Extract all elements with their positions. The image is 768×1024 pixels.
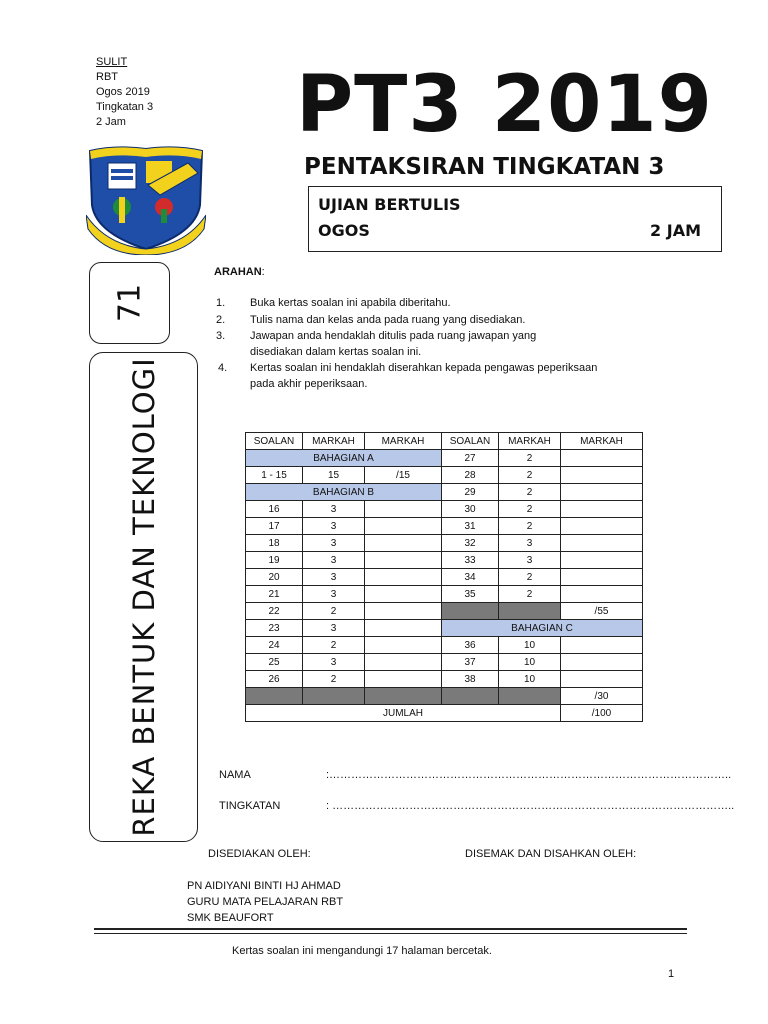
table-cell: 27	[442, 450, 499, 467]
score-cell[interactable]	[365, 552, 442, 569]
section-c-label: BAHAGIAN C	[442, 620, 643, 637]
table-row	[246, 467, 643, 484]
table-cell: 3	[303, 654, 365, 671]
table-cell: 10	[499, 671, 561, 688]
exam-month: OGOS	[318, 221, 370, 240]
table-row	[246, 603, 643, 620]
logo-texts	[90, 240, 91, 241]
table-cell: 16	[246, 501, 303, 518]
page-title: PT3 2019	[296, 60, 713, 150]
instructions-title-text: ARAHAN	[214, 266, 262, 278]
table-cell: 15	[303, 467, 365, 484]
instruction-item	[216, 296, 666, 311]
table-cell: 28	[442, 467, 499, 484]
table-cell: 24	[246, 637, 303, 654]
subtotal-cell: /55	[561, 603, 643, 620]
instruction-text: Tulis nama dan kelas anda pada ruang yang disediakan.	[250, 314, 526, 326]
table-cell: 20	[246, 569, 303, 586]
score-cell[interactable]	[365, 603, 442, 620]
table-cell: 1 - 15	[246, 467, 303, 484]
table-row	[246, 569, 643, 586]
footer-divider	[94, 928, 687, 930]
score-cell[interactable]	[561, 501, 643, 518]
table-cell: 25	[246, 654, 303, 671]
subject-name: REKA BENTUK DAN TEKNOLOGI	[126, 357, 161, 837]
score-cell[interactable]	[561, 654, 643, 671]
score-cell[interactable]	[561, 671, 643, 688]
section-b-label: BAHAGIAN B	[246, 484, 442, 501]
score-cell[interactable]	[561, 450, 643, 467]
table-cell: 2	[303, 603, 365, 620]
class-label: TINGKATAN	[219, 800, 281, 812]
instruction-num: 4.	[218, 362, 228, 374]
score-cell[interactable]	[365, 569, 442, 586]
table-cell: 26	[246, 671, 303, 688]
table-cell: 18	[246, 535, 303, 552]
table-row	[246, 450, 643, 467]
instruction-text: Kertas soalan ini hendaklah diserahkan kepada pengawas peperiksaan	[250, 362, 598, 374]
table-cell: 3	[499, 552, 561, 569]
score-cell[interactable]	[561, 535, 643, 552]
shaded-cell	[365, 688, 442, 705]
table-cell: 3	[303, 501, 365, 518]
total-label: JUMLAH	[246, 705, 561, 722]
table-header-row	[246, 433, 643, 450]
preparer-school: SMK BEAUFORT	[187, 912, 274, 924]
table-cell: 22	[246, 603, 303, 620]
table-cell: 3	[303, 586, 365, 603]
table-cell: 2	[499, 586, 561, 603]
table-cell: 3	[303, 535, 365, 552]
subtotal-cell: /30	[561, 688, 643, 705]
table-cell: 2	[499, 501, 561, 518]
instruction-num: 2.	[216, 314, 226, 326]
table-header: MARKAH	[303, 433, 365, 450]
table-cell: 2	[303, 671, 365, 688]
table-cell: 2	[499, 569, 561, 586]
score-cell[interactable]	[561, 467, 643, 484]
instruction-num: 3.	[216, 330, 226, 342]
table-header: MARKAH	[499, 433, 561, 450]
shaded-cell	[442, 688, 499, 705]
table-row	[246, 688, 643, 705]
table-header: SOALAN	[442, 433, 499, 450]
instruction-item	[216, 313, 666, 328]
table-cell: 2	[499, 467, 561, 484]
table-row	[246, 518, 643, 535]
shaded-cell	[246, 688, 303, 705]
preparer-role: GURU MATA PELAJARAN RBT	[187, 896, 344, 908]
table-row	[246, 552, 643, 569]
instruction-num: 1.	[216, 297, 226, 309]
instruction-item	[216, 361, 676, 393]
score-cell[interactable]	[365, 535, 442, 552]
header-date: Ogos 2019	[96, 86, 150, 98]
shaded-cell	[442, 603, 499, 620]
logo-school-text	[90, 240, 91, 241]
score-cell[interactable]	[561, 586, 643, 603]
subject-code-box	[89, 262, 170, 344]
table-cell: 23	[246, 620, 303, 637]
name-label: NAMA	[219, 769, 251, 781]
table-cell: 37	[442, 654, 499, 671]
exam-duration: 2 JAM	[650, 221, 701, 240]
table-header: MARKAH	[561, 433, 643, 450]
score-cell[interactable]	[561, 637, 643, 654]
header-form: Tingkatan 3	[96, 101, 154, 113]
score-cell[interactable]	[365, 518, 442, 535]
score-cell[interactable]	[365, 620, 442, 637]
table-row	[246, 620, 643, 637]
instruction-text: pada akhir peperiksaan.	[250, 378, 368, 390]
table-cell: 2	[499, 450, 561, 467]
header-subject-code: RBT	[96, 71, 118, 83]
table-cell: 2	[303, 637, 365, 654]
score-cell[interactable]	[561, 484, 643, 501]
instructions-title-colon: :	[261, 266, 265, 278]
page-count-note: Kertas soalan ini mengandungi 17 halaman bercetak.	[232, 945, 492, 957]
score-cell[interactable]	[561, 552, 643, 569]
header-sulit: SULIT	[96, 56, 128, 68]
table-cell: 19	[246, 552, 303, 569]
table-cell: 38	[442, 671, 499, 688]
table-cell: 35	[442, 586, 499, 603]
table-cell: 3	[303, 518, 365, 535]
table-cell: 34	[442, 569, 499, 586]
name-field[interactable]: :………………………………………………………………………………………………..	[326, 769, 732, 781]
exam-info-box	[308, 186, 722, 252]
table-cell: 32	[442, 535, 499, 552]
table-cell: 3	[303, 569, 365, 586]
instruction-text: Buka kertas soalan ini apabila diberitahu.	[250, 297, 451, 309]
school-logo	[86, 145, 206, 255]
score-cell[interactable]	[365, 671, 442, 688]
table-row	[246, 637, 643, 654]
table-cell: 2	[499, 484, 561, 501]
subject-name-box	[89, 352, 198, 842]
table-row	[246, 671, 643, 688]
table-row	[246, 535, 643, 552]
score-cell[interactable]	[365, 586, 442, 603]
score-cell[interactable]	[561, 569, 643, 586]
table-row	[246, 586, 643, 603]
table-row	[246, 501, 643, 518]
score-cell[interactable]	[365, 654, 442, 671]
section-a-label: BAHAGIAN A	[246, 450, 442, 467]
table-cell: 10	[499, 637, 561, 654]
table-total-row	[246, 705, 643, 722]
table-header: SOALAN	[246, 433, 303, 450]
table-cell: 30	[442, 501, 499, 518]
page-number: 1	[668, 968, 675, 980]
preparer-name: PN AIDIYANI BINTI HJ AHMAD	[187, 880, 341, 892]
shaded-cell	[303, 688, 365, 705]
total-cell: /100	[561, 705, 643, 722]
table-cell: 3	[499, 535, 561, 552]
checked-by-label: DISEMAK DAN DISAHKAN OLEH:	[465, 848, 637, 860]
header-duration: 2 Jam	[96, 116, 126, 128]
table-row	[246, 484, 643, 501]
subject-code: 71	[112, 283, 147, 323]
class-field[interactable]: : ………………………………………………………………………………………………..	[326, 800, 735, 812]
table-row	[246, 654, 643, 671]
marks-table	[245, 432, 643, 722]
exam-type: UJIAN BERTULIS	[318, 195, 461, 214]
table-cell: 36	[442, 637, 499, 654]
page-subtitle: PENTAKSIRAN TINGKATAN 3	[304, 154, 665, 180]
score-cell[interactable]	[365, 637, 442, 654]
table-cell: 21	[246, 586, 303, 603]
table-cell: 17	[246, 518, 303, 535]
footer-divider-thin	[94, 933, 687, 934]
school-crest-icon	[86, 145, 206, 255]
shaded-cell	[499, 603, 561, 620]
table-cell: 10	[499, 654, 561, 671]
header-meta	[96, 55, 153, 130]
table-cell: 31	[442, 518, 499, 535]
table-header: MARKAH	[365, 433, 442, 450]
instruction-text: disediakan dalam kertas soalan ini.	[250, 346, 422, 358]
score-cell[interactable]	[561, 518, 643, 535]
score-cell[interactable]: /15	[365, 467, 442, 484]
shaded-cell	[499, 688, 561, 705]
instruction-text: Jawapan anda hendaklah ditulis pada ruang jawapan yang	[250, 330, 537, 342]
instructions-title	[214, 266, 265, 278]
table-cell: 29	[442, 484, 499, 501]
table-cell: 2	[499, 518, 561, 535]
score-cell[interactable]	[365, 501, 442, 518]
table-cell: 3	[303, 552, 365, 569]
instruction-item	[216, 329, 666, 361]
table-cell: 33	[442, 552, 499, 569]
prepared-by-label: DISEDIAKAN OLEH:	[208, 848, 311, 860]
table-cell: 3	[303, 620, 365, 637]
